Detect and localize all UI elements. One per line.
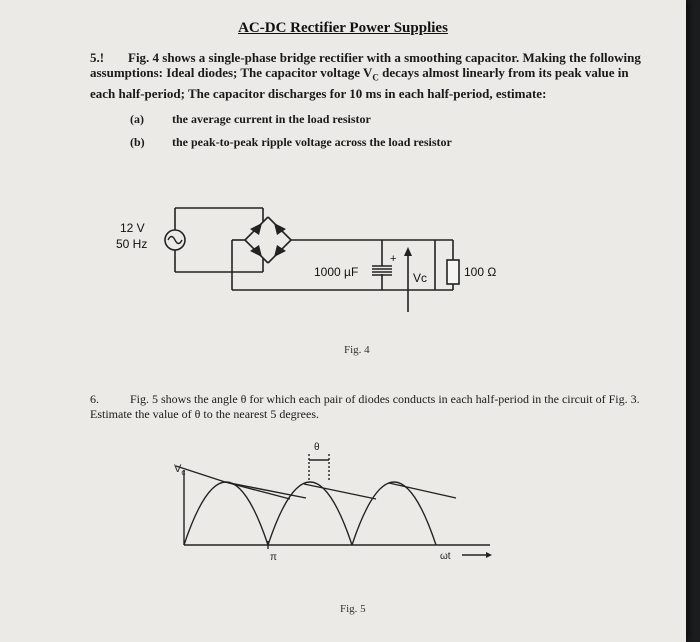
resistor-label: 100 Ω — [464, 265, 497, 279]
question-6-text: Fig. 5 shows the angle θ for which each pair of diodes conducts in each half-period in the circuit of Fig. 3. Estimate the value of θ to the nearest 5 degrees. — [90, 392, 640, 421]
source-frequency-label: 50 Hz — [116, 237, 148, 251]
question-5-text: Fig. 4 shows a single-phase bridge rectifier with a smoothing capacitor. Making the following assumptions: Ideal diodes; The capacitor voltage V — [90, 50, 641, 80]
resistor-icon — [447, 260, 459, 284]
diode-icon — [250, 223, 286, 257]
part-b-text: the peak-to-peak ripple voltage across the load resistor — [172, 135, 452, 149]
capacitor-plus-sign: + — [390, 253, 397, 265]
vc-label: Vc — [413, 271, 428, 285]
page-title: AC-DC Rectifier Power Supplies — [238, 20, 448, 36]
figure-5-caption: Fig. 5 — [340, 603, 366, 615]
theta-label: θ — [314, 442, 320, 453]
source-voltage-label: 12 V — [120, 221, 145, 235]
question-5-number: 5.! — [90, 50, 105, 65]
pi-label: π — [270, 552, 277, 563]
part-a-text: the average current in the load resistor — [172, 112, 371, 126]
vc-axis-label: $V_c$ — [174, 463, 186, 477]
question-5-text-rest: decays almost linearly from its peak value in each half-period; The capacitor discharges for 10 ms in each half-period, estimate: — [90, 65, 629, 101]
capacitor-label: 1000 µF — [314, 265, 359, 279]
figure-4-caption: Fig. 4 — [344, 344, 370, 356]
question-6 — [90, 392, 650, 422]
question-6-number: 6. — [90, 392, 99, 406]
part-a-label: (a) — [130, 112, 144, 126]
figure-5-waveform — [0, 430, 686, 642]
omega-t-label: ωt — [440, 551, 451, 562]
question-5-subscript: C — [372, 72, 379, 83]
part-b-label: (b) — [130, 135, 145, 149]
